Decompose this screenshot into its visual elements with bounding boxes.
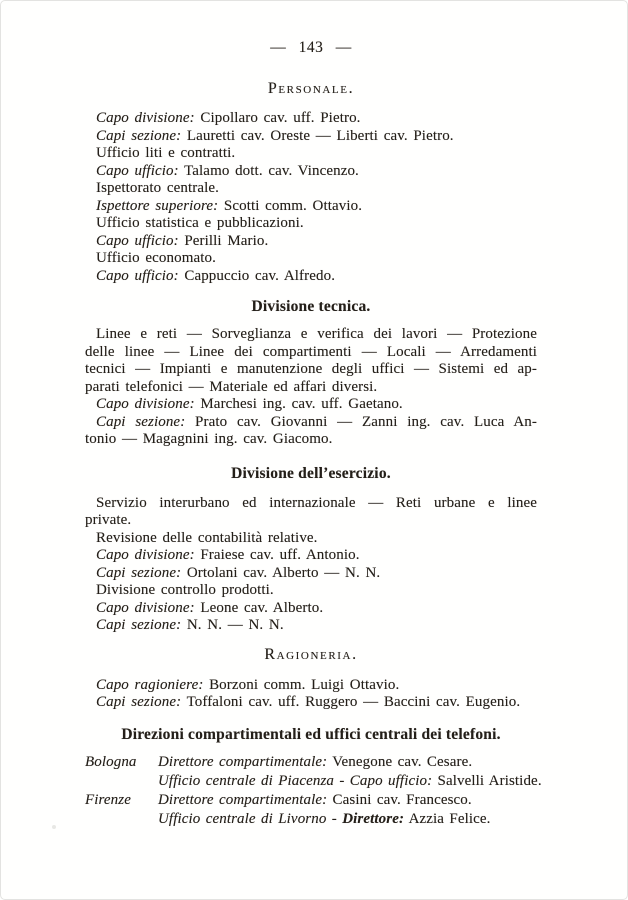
directory-row bbox=[85, 810, 537, 829]
line-text: Cipollaro cav. uff. Pietro. bbox=[194, 110, 361, 126]
line-text: Marchesi ing. cav. uff. Gaetano. bbox=[194, 396, 403, 412]
text-line bbox=[85, 582, 537, 600]
city-name bbox=[85, 772, 158, 791]
line-text: Ufficio economato. bbox=[96, 250, 216, 266]
text-line bbox=[85, 600, 537, 618]
role-label: Capi sezione: bbox=[96, 127, 182, 144]
role-label: Capi sezione: bbox=[96, 694, 182, 710]
office-label: Ufficio centrale di Livorno - bbox=[158, 810, 343, 827]
text-line bbox=[85, 565, 537, 583]
line-text: tonio — Magagnini ing. cav. Giacomo. bbox=[85, 431, 333, 447]
person-name: Casini cav. Francesco. bbox=[327, 791, 472, 808]
section-direzioni bbox=[85, 753, 542, 829]
text-line bbox=[85, 617, 537, 635]
line-text: Lauretti cav. Oreste — Liberti cav. Pietro. bbox=[181, 127, 454, 144]
directory-entry bbox=[158, 772, 542, 791]
text-block bbox=[85, 1, 542, 829]
role-label: Capo divisione: bbox=[96, 599, 195, 616]
line-text: N. N. — N. N. bbox=[181, 617, 284, 633]
text-line bbox=[85, 431, 537, 449]
text-line bbox=[85, 268, 537, 286]
page-number: — 143 — bbox=[270, 39, 352, 56]
text-line bbox=[85, 180, 537, 198]
line-text: Linee e reti — Sorveglianza e verifica dei lavori — Protezione bbox=[96, 326, 537, 342]
line-text: Cappuccio cav. Alfredo. bbox=[178, 267, 336, 284]
scan-speck bbox=[52, 825, 56, 829]
role-label: Capo divisione: bbox=[96, 547, 195, 563]
role-label: Capo ufficio: bbox=[96, 267, 179, 284]
line-text: Borzoni comm. Luigi Ottavio. bbox=[203, 676, 400, 693]
line-text: parati telefonici — Materiale ed affari diversi. bbox=[85, 378, 378, 395]
line-text: Ufficio liti e contratti. bbox=[96, 145, 236, 161]
line-text: Prato cav. Giovanni — Zanni ing. cav. Luca An- bbox=[185, 413, 537, 430]
text-line bbox=[85, 361, 537, 379]
text-line bbox=[85, 145, 537, 163]
line-text: Revisione delle contabilità relative. bbox=[96, 529, 318, 546]
text-line bbox=[85, 198, 537, 216]
text-line bbox=[85, 677, 537, 695]
directory-row bbox=[85, 791, 537, 810]
line-text: Fraiese cav. uff. Antonio. bbox=[194, 547, 360, 563]
text-line bbox=[85, 530, 537, 548]
office-label: Direttore compartimentale: bbox=[158, 753, 328, 770]
section-heading-personale: Personale. bbox=[267, 80, 355, 97]
text-line bbox=[85, 512, 537, 530]
role-label: Capo ufficio: bbox=[96, 162, 179, 179]
section-heading-divisione-esercizio: Divisione dell’esercizio. bbox=[231, 464, 391, 482]
section-divisione-esercizio bbox=[85, 495, 537, 635]
role-label: Capi sezione: bbox=[96, 413, 186, 430]
person-name: Azzia Felice. bbox=[404, 810, 491, 827]
city-name: Bologna bbox=[85, 753, 137, 770]
directory-entry bbox=[158, 810, 537, 829]
line-text: delle linee — Linee dei compartimenti — Locali — Arredamenti bbox=[85, 343, 537, 360]
text-line bbox=[85, 233, 537, 251]
role-label: Ispettore superiore: bbox=[96, 197, 219, 214]
role-label: Capo divisione: bbox=[96, 110, 195, 126]
office-label: Ufficio centrale di Piacenza - Capo ufficio: bbox=[158, 772, 433, 789]
section-divisione-tecnica bbox=[85, 326, 537, 449]
section-heading-direzioni: Direzioni compartimentali ed uffici centrali dei telefoni. bbox=[121, 725, 501, 743]
text-line bbox=[85, 250, 537, 268]
text-line bbox=[85, 379, 537, 397]
role-label: Capi sezione: bbox=[96, 564, 182, 581]
line-text: Ufficio statistica e pubblicazioni. bbox=[96, 215, 304, 231]
line-text: Servizio interurbano ed internazionale — Reti urbane e linee bbox=[96, 494, 537, 511]
role-label: Capo divisione: bbox=[96, 396, 195, 412]
person-name: Salvelli Aristide. bbox=[432, 772, 542, 789]
text-line bbox=[85, 414, 537, 432]
directory-row bbox=[85, 772, 542, 791]
section-heading-ragioneria: Ragioneria. bbox=[264, 645, 358, 663]
directory-entry bbox=[158, 753, 537, 772]
city-name bbox=[85, 810, 158, 829]
line-text: Toffaloni cav. uff. Ruggero — Baccini cav. Eugenio. bbox=[181, 694, 521, 710]
office-label: Direttore compartimentale: bbox=[158, 791, 328, 808]
line-text: tecnici — Impianti e manutenzione degli uffici — Sistemi ed ap- bbox=[85, 361, 537, 377]
text-line bbox=[85, 215, 537, 233]
text-line bbox=[85, 396, 537, 414]
city-name: Firenze bbox=[85, 791, 131, 808]
line-text: Leone cav. Alberto. bbox=[194, 599, 324, 616]
section-personale bbox=[85, 110, 537, 285]
text-line bbox=[85, 344, 537, 362]
text-line bbox=[85, 547, 537, 565]
text-line bbox=[85, 163, 537, 181]
role-label: Capo ufficio: bbox=[96, 232, 179, 249]
directory-row bbox=[85, 753, 537, 772]
office-label-bold: Direttore: bbox=[342, 810, 405, 827]
directory-entry bbox=[158, 791, 537, 810]
line-text: Talamo dott. cav. Vincenzo. bbox=[178, 162, 359, 179]
line-text: Scotti comm. Ottavio. bbox=[218, 197, 363, 214]
person-name: Venegone cav. Cesare. bbox=[327, 753, 473, 770]
role-label: Capo ragioniere: bbox=[96, 676, 204, 693]
text-line bbox=[85, 495, 537, 513]
line-text: Ortolani cav. Alberto — N. N. bbox=[181, 564, 381, 581]
role-label: Capi sezione: bbox=[96, 617, 182, 633]
line-text: Ispettorato centrale. bbox=[96, 180, 220, 196]
line-text: private. bbox=[85, 512, 132, 528]
line-text: Perilli Mario. bbox=[178, 232, 269, 249]
text-line bbox=[85, 326, 537, 344]
text-line bbox=[85, 128, 537, 146]
section-heading-divisione-tecnica: Divisione tecnica. bbox=[251, 298, 371, 315]
section-ragioneria bbox=[85, 677, 537, 712]
text-line bbox=[85, 110, 537, 128]
text-line bbox=[85, 694, 537, 712]
line-text: Divisione controllo prodotti. bbox=[96, 582, 274, 598]
